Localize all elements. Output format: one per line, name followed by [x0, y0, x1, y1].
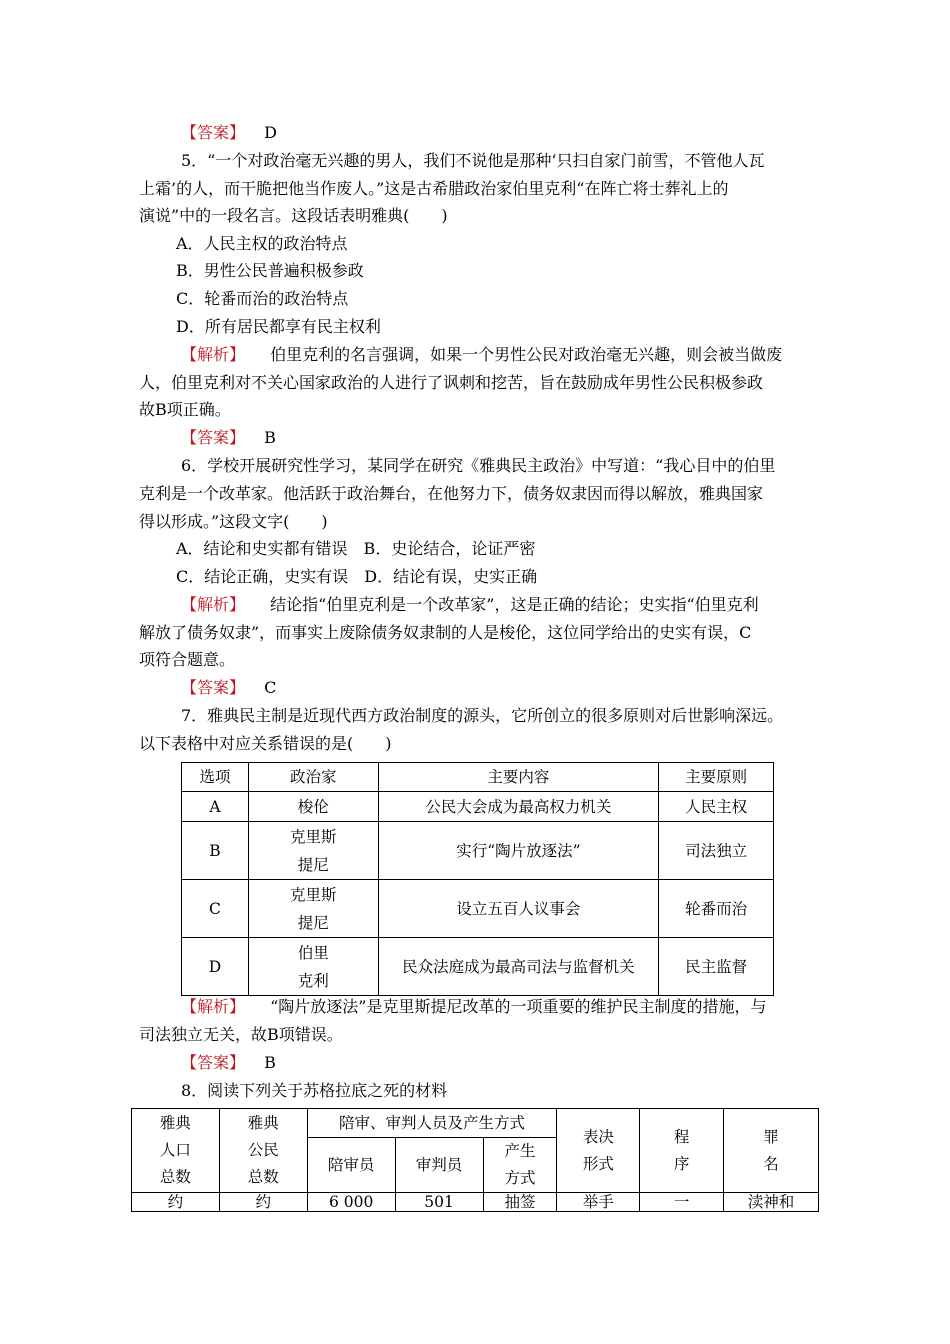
answer-value: B — [264, 1053, 276, 1072]
table-header-cell: 陪审员 — [307, 1138, 395, 1193]
q6-line-1: 6．学校开展研究性学习，某同学在研究《雅典民主政治》中写道：“我心目中的伯里 — [181, 456, 776, 475]
table-cell: 民众法庭成为最高司法与监督机关 — [378, 938, 659, 996]
table-cell: 举手 — [557, 1193, 640, 1212]
table-cell: 一 — [640, 1193, 724, 1212]
answer-value: B — [264, 428, 276, 447]
q5-answer — [181, 428, 276, 448]
q4-answer — [181, 123, 277, 143]
table-cell: C — [182, 880, 249, 938]
table-header-cell: 雅典 人口 总数 — [132, 1109, 220, 1193]
table-row — [182, 880, 774, 938]
table-cell: D — [182, 938, 249, 996]
answer-tag: 【答案】 — [181, 678, 246, 697]
q6-line-2: 克利是一个改革家。他活跃于政治舞台，在他努力下，债务奴隶因而得以解放，雅典国家 — [139, 484, 764, 503]
answer-value: D — [264, 123, 277, 142]
answer-tag: 【答案】 — [181, 123, 246, 142]
q7-table — [181, 762, 774, 996]
q6-analysis-line-2: 解放了债务奴隶”，而事实上废除债务奴隶制的人是梭伦，这位同学给出的史实有误，C — [139, 623, 752, 642]
q5-option-a: A．人民主权的政治特点 — [176, 234, 348, 253]
table-cell: 人民主权 — [659, 792, 774, 822]
table-header-cell: 陪审、审判人员及产生方式 — [307, 1109, 557, 1138]
q8-line-1: 8．阅读下列关于苏格拉底之死的材料 — [181, 1081, 448, 1100]
analysis-tag: 【解析】 — [181, 595, 246, 614]
q5-analysis-line-3: 故B项正确。 — [139, 400, 231, 419]
analysis-text: 伯里克利的名言强调，如果一个男性公民对政治毫无兴趣，则会被当做废 — [270, 345, 783, 364]
table-header-cell: 程 序 — [640, 1109, 724, 1193]
table-header-cell: 罪 名 — [724, 1109, 819, 1193]
table-cell: 克里斯 提尼 — [248, 880, 378, 938]
table-header-cell: 政治家 — [248, 763, 378, 792]
analysis-text: 结论指“伯里克利是一个改革家”，这是正确的结论；史实指“伯里克利 — [270, 595, 759, 614]
table-cell: 6 000 — [307, 1193, 395, 1212]
table-cell: 实行“陶片放逐法” — [378, 822, 659, 880]
q7-answer — [181, 1053, 276, 1073]
table-header-cell: 审判员 — [395, 1138, 483, 1193]
q6-options-cd: C．结论正确，史实有误 D．结论有误，史实正确 — [176, 567, 538, 586]
table-cell: 抽签 — [483, 1193, 557, 1212]
q6-line-3: 得以形成。”这段文字( ) — [139, 512, 328, 531]
q5-analysis-line-2: 人，伯里克利对不关心国家政治的人进行了讽刺和挖苦，旨在鼓励成年男性公民积极参政 — [139, 373, 764, 392]
q5-line-2: 上霜’的人，而干脆把他当作废人。”这是古希腊政治家伯里克利“在阵亡将士葬礼上的 — [139, 179, 729, 198]
table-header-cell: 雅典 公民 总数 — [219, 1109, 307, 1193]
q5-line-1: 5．“一个对政治毫无兴趣的男人，我们不说他是那种‘只扫自家门前雪，不管他人瓦 — [181, 151, 765, 170]
analysis-text: “陶片放逐法”是克里斯提尼改革的一项重要的维护民主制度的措施，与 — [270, 997, 767, 1016]
table-header-cell: 表决 形式 — [557, 1109, 640, 1193]
q5-option-b: B．男性公民普遍积极参政 — [176, 261, 364, 280]
q5-analysis-line-1 — [181, 345, 782, 365]
q7-line-1: 7．雅典民主制是近现代西方政治制度的源头，它所创立的很多原则对后世影响深远。 — [181, 706, 784, 725]
table-row — [182, 822, 774, 880]
table-cell: A — [182, 792, 249, 822]
q7-line-2: 以下表格中对应关系错误的是( ) — [139, 734, 392, 753]
analysis-tag: 【解析】 — [181, 997, 246, 1016]
table-cell: 约 — [132, 1193, 220, 1212]
q7-analysis-line-1 — [181, 997, 766, 1017]
table-header-cell: 选项 — [182, 763, 249, 792]
table-cell: 设立五百人议事会 — [378, 880, 659, 938]
table-cell: 渎神和 — [724, 1193, 819, 1212]
table-header-row — [182, 763, 774, 792]
answer-tag: 【答案】 — [181, 1053, 246, 1072]
table-cell: 民主监督 — [659, 938, 774, 996]
table-cell: 梭伦 — [248, 792, 378, 822]
answer-tag: 【答案】 — [181, 428, 246, 447]
table-header-cell: 产生 方式 — [483, 1138, 557, 1193]
q6-analysis-line-3: 项符合题意。 — [139, 650, 236, 669]
table-header-cell: 主要内容 — [378, 763, 659, 792]
table-row — [132, 1193, 819, 1212]
table-row — [182, 792, 774, 822]
q6-analysis-line-1 — [181, 595, 759, 615]
table-header-cell: 主要原则 — [659, 763, 774, 792]
q5-option-c: C．轮番而治的政治特点 — [176, 289, 349, 308]
table-cell: 司法独立 — [659, 822, 774, 880]
table-cell: 约 — [219, 1193, 307, 1212]
q7-analysis-line-2: 司法独立无关，故B项错误。 — [139, 1025, 343, 1044]
table-cell: 伯里 克利 — [248, 938, 378, 996]
table-cell: 公民大会成为最高权力机关 — [378, 792, 659, 822]
table-row — [182, 938, 774, 996]
table-cell: 轮番而治 — [659, 880, 774, 938]
q6-options-ab: A．结论和史实都有错误 B．史论结合，论证严密 — [176, 539, 536, 558]
analysis-tag: 【解析】 — [181, 345, 246, 364]
q5-line-3: 演说”中的一段名言。这段话表明雅典( ) — [139, 206, 448, 225]
answer-value: C — [264, 678, 277, 697]
table-cell: 克里斯 提尼 — [248, 822, 378, 880]
q5-option-d: D．所有居民都享有民主权利 — [176, 317, 381, 336]
q8-table — [131, 1108, 819, 1212]
q6-answer — [181, 678, 276, 698]
table-cell: 501 — [395, 1193, 483, 1212]
table-cell: B — [182, 822, 249, 880]
table-header-row — [132, 1109, 819, 1138]
